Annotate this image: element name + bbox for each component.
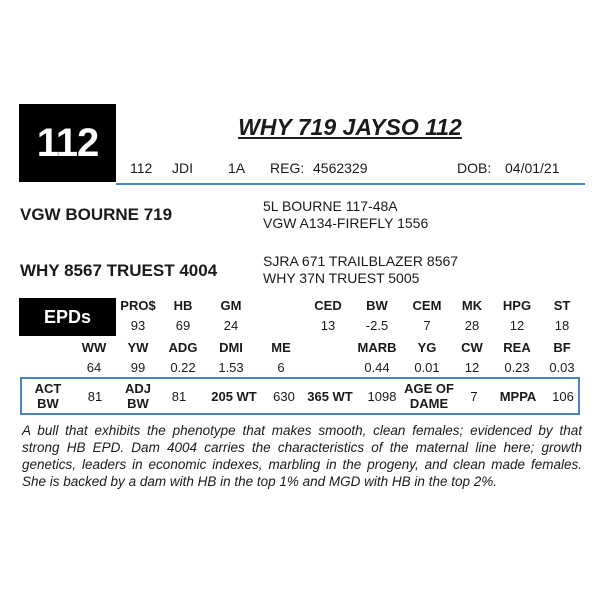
epd-label: WW [81, 340, 107, 355]
epd-label: HB [173, 298, 193, 313]
grade: 1A [228, 160, 246, 176]
epd-label: DMI [219, 340, 243, 355]
epd-value: 28 [464, 318, 480, 333]
lot-number-badge: 112 [19, 104, 116, 182]
dam-name: WHY 8567 TRUEST 4004 [20, 261, 218, 280]
epd-value: 0.01 [414, 360, 440, 375]
act-bw-label: ACT BW [34, 381, 62, 411]
owner-code: JDI [172, 160, 193, 176]
epd-value: 93 [130, 318, 146, 333]
epd-value: 12 [464, 360, 480, 375]
epd-value: 69 [175, 318, 191, 333]
age-of-dame-label: AGE OF DAME [404, 381, 454, 411]
reg-number: 4562329 [313, 160, 368, 176]
divider-line [116, 183, 585, 185]
epd-value: 6 [277, 360, 285, 375]
epd-label: BF [553, 340, 571, 355]
epd-value: 0.44 [364, 360, 390, 375]
wt205-label: 205 WT [211, 389, 257, 404]
dam-dam: WHY 37N TRUEST 5005 [263, 270, 420, 286]
epd-value: 0.03 [549, 360, 575, 375]
epd-label: YW [127, 340, 149, 355]
reg-label: REG: [270, 160, 305, 176]
dam-pedigree [263, 253, 458, 287]
epd-value: 0.23 [504, 360, 530, 375]
epd-label: REA [503, 340, 531, 355]
epd-label: MK [461, 298, 483, 313]
epd-label: YG [417, 340, 437, 355]
wt205-value: 630 [273, 389, 295, 404]
epd-label: PRO$ [120, 298, 156, 313]
animal-name-title: WHY 719 JAYSO 112 [238, 114, 462, 140]
epd-label: GM [220, 298, 242, 313]
sire-dam: VGW A134-FIREFLY 1556 [263, 215, 429, 231]
epd-label: MARB [357, 340, 397, 355]
wt365-label: 365 WT [307, 389, 353, 404]
mppa-value: 106 [552, 389, 574, 404]
adj-bw-value: 81 [171, 389, 187, 404]
act-bw-value: 81 [87, 389, 103, 404]
epd-badge: EPDs [19, 298, 116, 336]
epd-value: 13 [320, 318, 336, 333]
epd-value: 1.53 [218, 360, 244, 375]
epd-label: HPG [502, 298, 532, 313]
tattoo: 112 [130, 160, 153, 176]
epd-value: 64 [86, 360, 102, 375]
dob-label: DOB: [457, 160, 492, 176]
epd-label: ME [271, 340, 291, 355]
epd-value: 0.22 [170, 360, 196, 375]
age-of-dame-value: 7 [470, 389, 478, 404]
dam-sire: SJRA 671 TRAILBLAZER 8567 [263, 253, 459, 269]
epd-value: 99 [130, 360, 146, 375]
epd-label: CEM [412, 298, 442, 313]
epd-value: 12 [509, 318, 525, 333]
epd-label: ST [553, 298, 571, 313]
wt365-value: 1098 [367, 389, 397, 404]
sire-sire: 5L BOURNE 117-48A [263, 198, 398, 214]
epd-label: CED [314, 298, 342, 313]
adj-bw-label: ADJ BW [124, 381, 151, 411]
mppa-label: MPPA [499, 389, 537, 404]
epd-value: -2.5 [365, 318, 389, 333]
sire-pedigree [263, 198, 428, 232]
bull-description: A bull that exhibits the phenotype that makes smooth, clean females; evidenced by that strong HB EPD. Dam 4004 carries the characteristics of the maternal line here; growth genetics, leaders in economic indexes, marbling in the progeny, and clean made females. She is backed by a dam with HB in the top 1% and MGD with HB in the top 2%. [22, 423, 582, 489]
epd-label: CW [461, 340, 483, 355]
epd-label: ADG [168, 340, 198, 355]
epd-value: 7 [423, 318, 431, 333]
epd-label: BW [366, 298, 388, 313]
dob-value: 04/01/21 [505, 160, 560, 176]
epd-value: 24 [223, 318, 239, 333]
sire-name: VGW BOURNE 719 [20, 205, 173, 224]
epd-value: 18 [554, 318, 570, 333]
